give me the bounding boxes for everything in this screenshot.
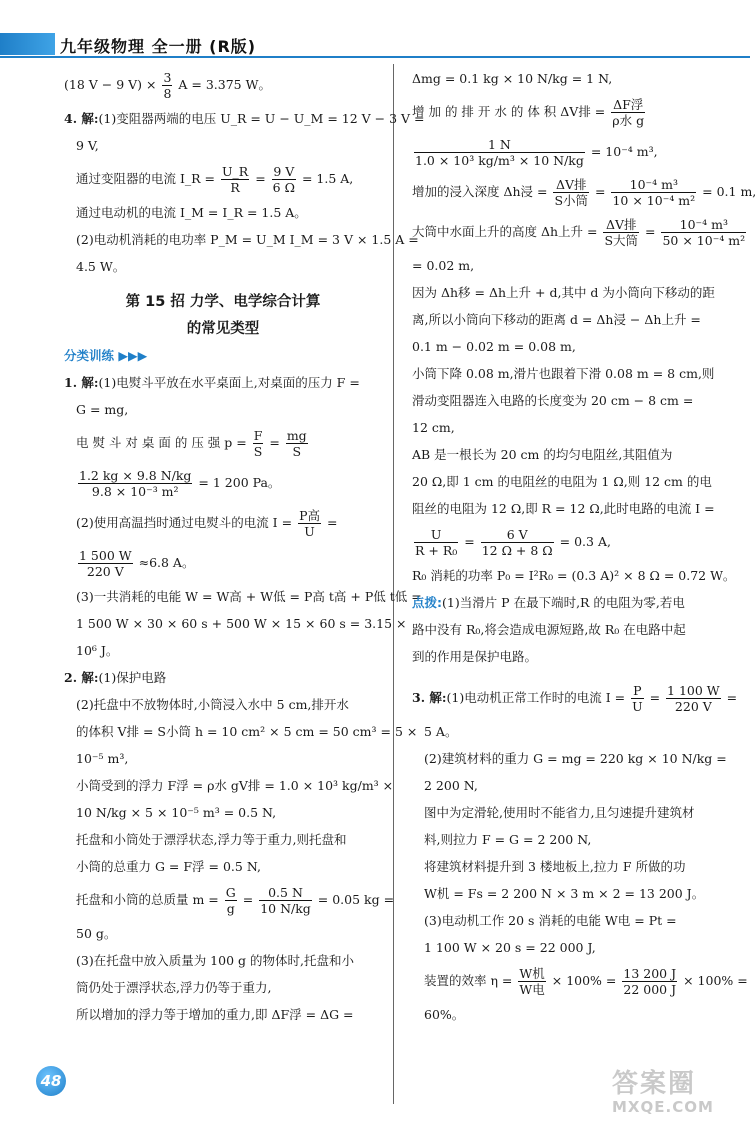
answer-line: 电 熨 斗 对 桌 面 的 压 强 p = $\frac{F}{S}$ = $\frac{mg}{S}$ <box>76 428 307 459</box>
answer-line: Δmg = 0.1 kg × 10 N/kg = 1 N, <box>412 71 613 86</box>
answer-line: 小筒下降 0.08 m,滑片也跟着下滑 0.08 m = 8 cm,则 <box>412 366 715 381</box>
fraction: $\frac{P}{U}$ <box>632 683 643 714</box>
fraction: $\frac{\text{ΔV排}}{\text{S小筒}}$ <box>554 177 589 208</box>
answer-line: 1 100 W × 20 s = 22 000 J, <box>424 940 596 955</box>
answer-line: 通过变阻器的电流 I_R = $\frac{U\_R}{R}$ = $\frac{9 V}{6 \Omega}$ = 1.5 A, <box>76 164 354 195</box>
left-column <box>64 70 425 1024</box>
answer-line: 筒仍处于漂浮状态,浮力仍等于重力, <box>76 980 272 995</box>
watermark-url: MXQE.COM <box>612 1098 714 1116</box>
answer-line: 小筒的总重力 G = F浮 = 0.5 N, <box>76 859 261 874</box>
fraction: $\frac{1 500 W}{220 V}$ <box>79 548 132 579</box>
tip-label: 点拨: <box>412 595 442 610</box>
answer-line: 离,所以小筒向下移动的距离 d = Δh浸 − Δh上升 = <box>412 312 701 327</box>
answer-line: 5 A。 <box>424 724 458 739</box>
column-divider <box>393 64 394 1104</box>
fraction: $\frac{1 N}{\text{1.0 × 10³ kg/m³ × 10 N/kg}}$ <box>415 137 584 168</box>
answer-line: (2)使用高温挡时通过电熨斗的电流 I = $\frac{\text{P高}}{U}$ = <box>76 508 338 539</box>
fraction: $\frac{9 V}{6 \Omega}$ <box>272 164 295 195</box>
fraction: $\frac{F}{S}$ <box>253 428 263 459</box>
answer-line: = 0.02 m, <box>412 258 475 273</box>
answer-line: 因为 Δh移 = Δh上升 + d,其中 d 为小筒向下移动的距 <box>412 285 715 300</box>
answer-line: 3. 解:(1)电动机正常工作时的电流 I = $\frac{P}{U}$ = $\frac{1 100 W}{220 V}$ = <box>412 683 738 714</box>
answer-line: R₀ 消耗的功率 P₀ = I²R₀ = (0.3 A)² × 8 Ω = 0.72 W。 <box>412 568 736 583</box>
fraction: $\frac{\text{10⁻⁴ m³}}{\text{50 × 10⁻⁴ m²}}$ <box>662 217 746 248</box>
fraction: $\frac{\text{ΔF浮}}{\text{ρ水 g}}$ <box>612 97 645 128</box>
right-column <box>412 70 756 1024</box>
answer-line: 1 500 W × 30 × 60 s + 500 W × 15 × 60 s = 3.15 × <box>76 616 407 631</box>
answer-line: $\frac{1 N}{\text{1.0 × 10³ kg/m³ × 10 N/kg}}$ = 10⁻⁴ m³, <box>415 137 658 168</box>
fraction: $\frac{\text{W机}}{\text{W电}}$ <box>519 966 545 997</box>
answer-line: 0.1 m − 0.02 m = 0.08 m, <box>412 339 576 354</box>
answer-line: $\frac{1.2 kg \times 9.8 N/kg}{\text{9.8 × 10⁻³ m²}}$ = 1 200 Pa。 <box>79 468 281 499</box>
practice-subheading: 分类训练 ▶▶▶ <box>64 348 148 363</box>
answer-line: 将建筑材料提升到 3 楼地板上,拉力 F 所做的功 <box>424 859 686 874</box>
fraction: $\frac{0.5 N}{10 N/kg}$ <box>260 885 311 916</box>
answer-line: W机 = Fs = 2 200 N × 3 m × 2 = 13 200 J。 <box>424 886 705 901</box>
answer-line: 10⁻⁵ m³, <box>76 751 129 766</box>
answer-line: 大筒中水面上升的高度 Δh上升 = $\frac{\text{ΔV排}}{\text{S大筒}}$ = $\frac{\text{10⁻⁴ m³}}{\text{50 × 10⁻⁴ m²}}$ <box>412 217 746 248</box>
answer-line: 托盘和小筒的总质量 m = $\frac{G}{g}$ = $\frac{0.5 N}{10 N/kg}$ = 0.05 kg = <box>76 885 395 916</box>
answer-line: 2. 解:(1)保护电路 <box>64 670 167 685</box>
answer-line: $\frac{1 500 W}{220 V}$ ≈6.8 A。 <box>79 548 195 579</box>
tip-line: 点拨:(1)当滑片 P 在最下端时,R 的电阻为零,若电 <box>412 595 685 610</box>
answer-line: 的体积 V排 = S小筒 h = 10 cm² × 5 cm = 50 cm³ = 5 × <box>76 724 418 739</box>
answer-line: 10 N/kg × 5 × 10⁻⁵ m³ = 0.5 N, <box>76 805 277 820</box>
header-accent-bar <box>0 33 55 55</box>
fraction: $\frac{G}{g}$ <box>225 885 236 916</box>
answer-line: AB 是一根长为 20 cm 的均匀电阻丝,其阻值为 <box>412 447 673 462</box>
answer-line: 增加的浸入深度 Δh浸 = $\frac{\text{ΔV排}}{\text{S小筒}}$ = $\frac{\text{10⁻⁴ m³}}{\text{10 × 10⁻⁴ m²}}$ = 0.1 m, <box>412 177 756 208</box>
answer-line: (18 V − 9 V) × $\frac{3}{8}$ A = 3.375 W。 <box>64 70 271 101</box>
section-title: 第 15 招 力学、电学综合计算 <box>125 294 321 310</box>
answer-line: 1. 解:(1)电熨斗平放在水平桌面上,对桌面的压力 F = <box>64 375 360 390</box>
fraction: $\frac{mg}{S}$ <box>286 428 307 459</box>
answer-line: 料,则拉力 F = G = 2 200 N, <box>424 832 592 847</box>
answer-line: 小筒受到的浮力 F浮 = ρ水 gV排 = 1.0 × 10³ kg/m³ × <box>76 778 394 793</box>
watermark-logo: 答案圈 <box>612 1069 697 1099</box>
answer-line: 4.5 W。 <box>76 259 126 274</box>
answer-line: 到的作用是保护电路。 <box>412 649 538 664</box>
fraction: $\frac{U\_R}{R}$ <box>222 164 249 195</box>
answer-line: 2 200 N, <box>424 778 478 793</box>
answer-line: $\frac{U}{\text{R + R₀}}$ = $\frac{6 V}{12 \Omega + 8 \Omega}$ = 0.3 A, <box>415 527 611 558</box>
answer-line: 装置的效率 η = $\frac{\text{W机}}{\text{W电}}$ × 100% = $\frac{13 200 J}{22 000 J}$ × 100% = <box>424 966 748 997</box>
header-title: 九年级物理 全一册 (R版) <box>60 37 257 56</box>
fraction: $\frac{\text{10⁻⁴ m³}}{\text{10 × 10⁻⁴ m²}}$ <box>612 177 696 208</box>
answer-line: 滑动变阻器连入电路的长度变为 20 cm − 8 cm = <box>412 393 694 408</box>
watermark <box>612 1070 747 1118</box>
answer-line: 阻丝的电阻为 12 Ω,即 R = 12 Ω,此时电路的电流 I = <box>412 501 715 516</box>
fraction: $\frac{\text{P高}}{U}$ <box>299 508 320 539</box>
answer-line: 10⁶ J。 <box>76 643 119 658</box>
answer-line: (3)电动机工作 20 s 消耗的电能 W电 = Pt = <box>424 913 677 928</box>
fraction: $\frac{1.2 kg \times 9.8 N/kg}{\text{9.8 × 10⁻³ m²}}$ <box>79 468 192 499</box>
answer-line: 所以增加的浮力等于增加的重力,即 ΔF浮 = ΔG = <box>76 1007 354 1022</box>
answer-line: 4. 解:(1)变阻器两端的电压 U_R = U − U_M = 12 V − 3 V = <box>64 111 425 126</box>
answer-line: (2)电动机消耗的电功率 P_M = U_M I_M = 3 V × 1.5 A = <box>76 232 419 247</box>
answer-line: (3)一共消耗的电能 W = W高 + W低 = P高 t高 + P低 t低 = <box>76 589 422 604</box>
fraction: $\frac{13 200 J}{22 000 J}$ <box>623 966 677 997</box>
answer-line: (2)托盘中不放物体时,小筒浸入水中 5 cm,排开水 <box>76 697 349 712</box>
answer-line: 图中为定滑轮,使用时不能省力,且匀速提升建筑材 <box>424 805 695 820</box>
answer-line: 通过电动机的电流 I_M = I_R = 1.5 A。 <box>76 205 307 220</box>
fraction: $\frac{1 100 W}{220 V}$ <box>667 683 720 714</box>
answer-line: (2)建筑材料的重力 G = mg = 220 kg × 10 N/kg = <box>424 751 727 766</box>
answer-line: 20 Ω,即 1 cm 的电阻丝的电阻为 1 Ω,则 12 cm 的电 <box>412 474 712 489</box>
fraction: $\frac{6 V}{12 \Omega + 8 \Omega}$ <box>481 527 553 558</box>
answer-line: 路中没有 R₀,将会造成电源短路,故 R₀ 在电路中起 <box>412 622 686 637</box>
fraction: $\frac{U}{\text{R + R₀}}$ <box>415 527 458 558</box>
answer-line: 50 g。 <box>76 926 117 941</box>
answer-line: 增 加 的 排 开 水 的 体 积 ΔV排 = $\frac{\text{ΔF浮}}{\text{ρ水 g}}$ <box>412 97 645 128</box>
answer-line: (3)在托盘中放入质量为 100 g 的物体时,托盘和小 <box>76 953 354 968</box>
answer-line: 9 V, <box>76 138 99 153</box>
fraction: $\frac{\text{ΔV排}}{\text{S大筒}}$ <box>604 217 639 248</box>
fraction: $\frac{3}{8}$ <box>163 70 172 101</box>
page-header <box>0 33 750 59</box>
page-number-badge: 48 <box>36 1066 66 1096</box>
answer-line: 60%。 <box>424 1007 465 1022</box>
answer-line: G = mg, <box>76 402 129 417</box>
answer-line: 12 cm, <box>412 420 455 435</box>
header-rule <box>0 56 750 58</box>
answer-line: 托盘和小筒处于漂浮状态,浮力等于重力,则托盘和 <box>76 832 347 847</box>
section-title: 的常见类型 <box>186 321 260 337</box>
